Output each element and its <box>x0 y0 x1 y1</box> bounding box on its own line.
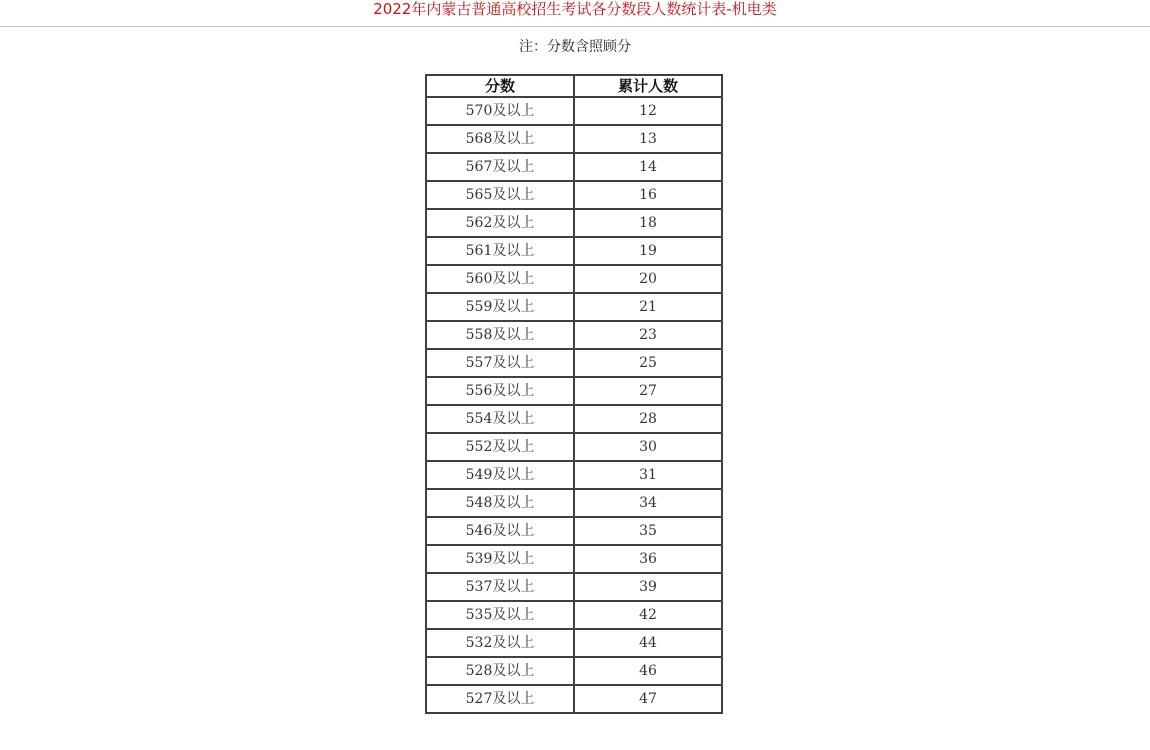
score-distribution-table <box>425 74 723 714</box>
score-cell: 546及以上 <box>426 517 574 545</box>
score-cell: 539及以上 <box>426 545 574 573</box>
score-cell: 557及以上 <box>426 349 574 377</box>
count-cell: 46 <box>574 657 722 685</box>
score-cell: 532及以上 <box>426 629 574 657</box>
score-cell: 527及以上 <box>426 685 574 713</box>
table-row <box>426 293 722 321</box>
score-cell: 554及以上 <box>426 405 574 433</box>
score-note: 注：分数含照顾分 <box>519 39 631 55</box>
table-row <box>426 489 722 517</box>
table-row <box>426 153 722 181</box>
count-cell: 12 <box>574 97 722 125</box>
score-cell: 558及以上 <box>426 321 574 349</box>
score-cell: 537及以上 <box>426 573 574 601</box>
table-body <box>426 97 722 713</box>
score-cell: 535及以上 <box>426 601 574 629</box>
count-cell: 34 <box>574 489 722 517</box>
table-row <box>426 685 722 713</box>
score-cell: 570及以上 <box>426 97 574 125</box>
score-cell: 556及以上 <box>426 377 574 405</box>
count-cell: 31 <box>574 461 722 489</box>
table-row <box>426 377 722 405</box>
table-row <box>426 405 722 433</box>
table-row <box>426 601 722 629</box>
count-cell: 47 <box>574 685 722 713</box>
count-cell: 25 <box>574 349 722 377</box>
column-header-cumulative-count: 累计人数 <box>574 75 722 97</box>
score-cell: 559及以上 <box>426 293 574 321</box>
count-cell: 36 <box>574 545 722 573</box>
score-cell: 567及以上 <box>426 153 574 181</box>
score-cell: 568及以上 <box>426 125 574 153</box>
title-divider <box>0 26 1150 27</box>
score-cell: 548及以上 <box>426 489 574 517</box>
count-cell: 14 <box>574 153 722 181</box>
count-cell: 44 <box>574 629 722 657</box>
count-cell: 16 <box>574 181 722 209</box>
count-cell: 20 <box>574 265 722 293</box>
count-cell: 35 <box>574 517 722 545</box>
table-row <box>426 545 722 573</box>
score-cell: 561及以上 <box>426 237 574 265</box>
score-cell: 528及以上 <box>426 657 574 685</box>
count-cell: 13 <box>574 125 722 153</box>
count-cell: 19 <box>574 237 722 265</box>
table-row <box>426 97 722 125</box>
count-cell: 39 <box>574 573 722 601</box>
page-title: 2022年内蒙古普通高校招生考试各分数段人数统计表-机电类 <box>373 0 777 18</box>
table-row <box>426 237 722 265</box>
table-row <box>426 629 722 657</box>
count-cell: 42 <box>574 601 722 629</box>
table-row <box>426 461 722 489</box>
table-row <box>426 573 722 601</box>
column-header-score: 分数 <box>426 75 574 97</box>
table-row <box>426 349 722 377</box>
count-cell: 18 <box>574 209 722 237</box>
score-cell: 560及以上 <box>426 265 574 293</box>
count-cell: 27 <box>574 377 722 405</box>
count-cell: 21 <box>574 293 722 321</box>
table-header-row <box>426 75 722 97</box>
table-row <box>426 657 722 685</box>
table-row <box>426 209 722 237</box>
count-cell: 28 <box>574 405 722 433</box>
count-cell: 30 <box>574 433 722 461</box>
score-cell: 565及以上 <box>426 181 574 209</box>
table-row <box>426 181 722 209</box>
table-row <box>426 517 722 545</box>
table-row <box>426 321 722 349</box>
score-cell: 549及以上 <box>426 461 574 489</box>
table-row <box>426 265 722 293</box>
score-cell: 562及以上 <box>426 209 574 237</box>
count-cell: 23 <box>574 321 722 349</box>
table-row <box>426 433 722 461</box>
score-cell: 552及以上 <box>426 433 574 461</box>
table-row <box>426 125 722 153</box>
